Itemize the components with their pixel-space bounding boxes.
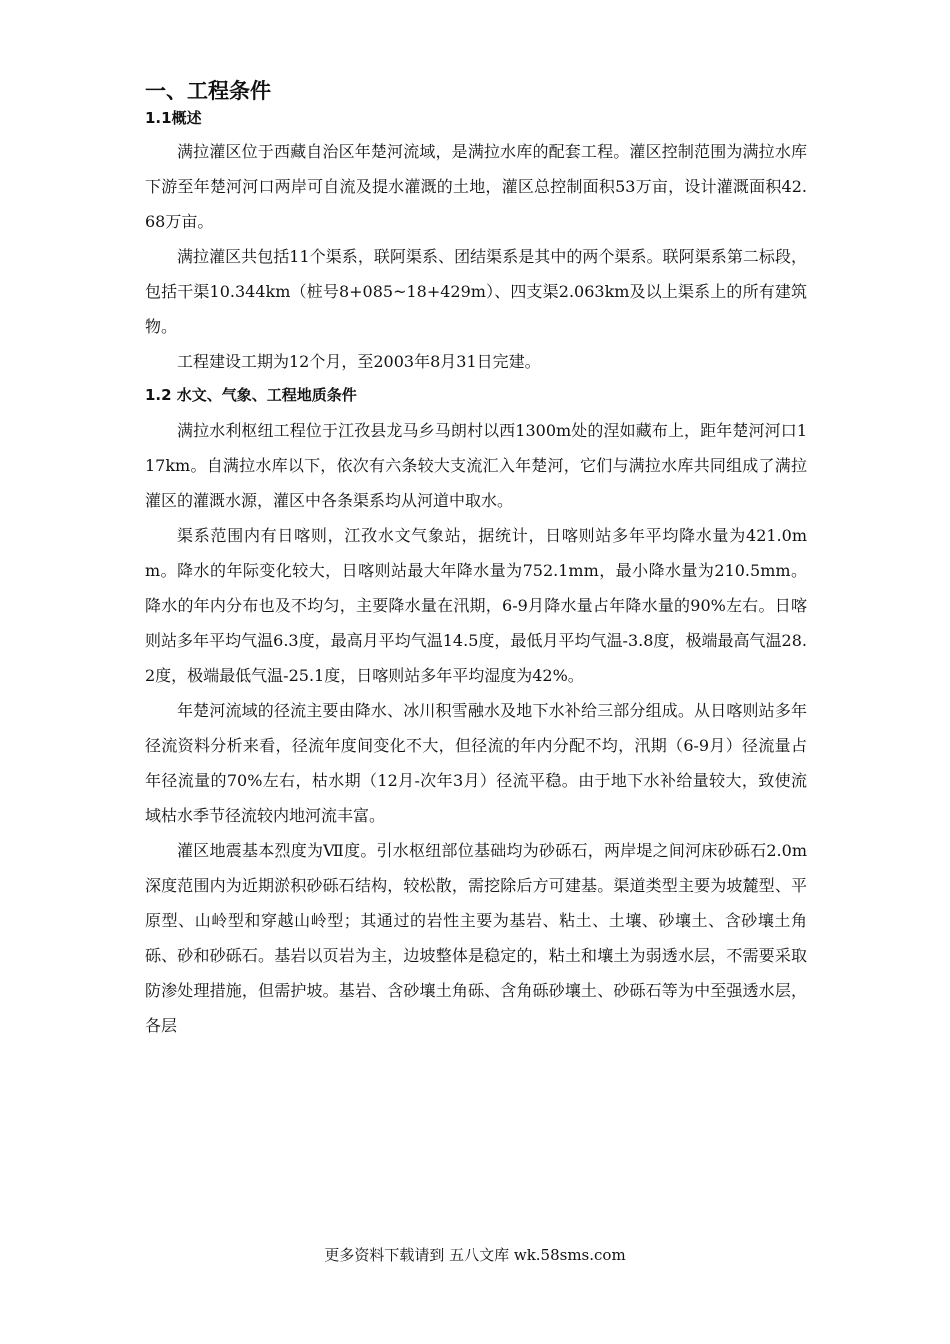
paragraph: 工程建设工期为12个月，至2003年8月31日完建。 bbox=[177, 352, 541, 371]
paragraph: 满拉灌区位于西藏自治区年楚河流域，是满拉水库的配套工程。灌区控制范围为满拉水库下游至年楚河河口两岸可自流及提水灌溉的土地，灌区总控制面积53万亩，设计灌溉面积42.68万亩。 bbox=[145, 142, 807, 231]
paragraph: 年楚河流域的径流主要由降水、冰川积雪融水及地下水补给三部分组成。从日喀则站多年径流资料分析来看，径流年度间变化不大，但径流的年内分配不均，汛期（6-9月）径流量占年径流量的70%左右，枯水期（12月-次年3月）径流平稳。由于地下水补给量较大，致使流域枯水季节径流较内地河流丰富。 bbox=[145, 701, 807, 825]
paragraph: 满拉灌区共包括11个渠系，联阿渠系、团结渠系是其中的两个渠系。联阿渠系第二标段，包括干渠10.344km（桩号8+085~18+429m）、四支渠2.063km及以上渠系上的所有建筑物。 bbox=[145, 247, 807, 336]
paragraph: 灌区地震基本烈度为Ⅶ度。引水枢纽部位基础均为砂砾石，两岸堤之间河床砂砾石2.0m深度范围内为近期淤积砂砾石结构，较松散，需挖除后方可建基。渠道类型主要为坡麓型、平原型、山岭型和穿越山岭型；其通过的岩性主要为基岩、粘土、土壤、砂壤土、含砂壤土角砾、砂和砂砾石。基岩以页岩为主，边坡整体是稳定的，粘土和壤土为弱透水层，不需要采取防渗处理措施，但需护坡。基岩、含砂壤土角砾、含角砾砂壤土、砂砾石等为中至强透水层，各层 bbox=[145, 841, 807, 1035]
subsection-title-hydrology: 1.2 水文、气象、工程地质条件 bbox=[145, 386, 357, 404]
document-page bbox=[145, 76, 807, 1043]
section-title: 一、工程条件 bbox=[145, 79, 271, 103]
subsection-title-overview: 1.1概述 bbox=[145, 109, 202, 127]
page-footer: 更多资料下载请到 五八文库 wk.58sms.com bbox=[324, 1246, 626, 1264]
paragraph: 满拉水利枢纽工程位于江孜县龙马乡马朗村以西1300m处的涅如藏布上，距年楚河河口117km。自满拉水库以下，依次有六条较大支流汇入年楚河，它们与满拉水库共同组成了满拉灌区的灌溉水源，灌区中各条渠系均从河道中取水。 bbox=[145, 421, 807, 510]
paragraph: 渠系范围内有日喀则，江孜水文气象站，据统计，日喀则站多年平均降水量为421.0mm。降水的年际变化较大，日喀则站最大年降水量为752.1mm，最小降水量为210.5mm。降水的年内分布也及不均匀，主要降水量在汛期，6-9月降水量占年降水量的90%左右。日喀则站多年平均气温6.3度，最高月平均气温14.5度，最低月平均气温-3.8度，极端最高气温28.2度，极端最低气温-25.1度，日喀则站多年平均湿度为42%。 bbox=[145, 526, 807, 685]
